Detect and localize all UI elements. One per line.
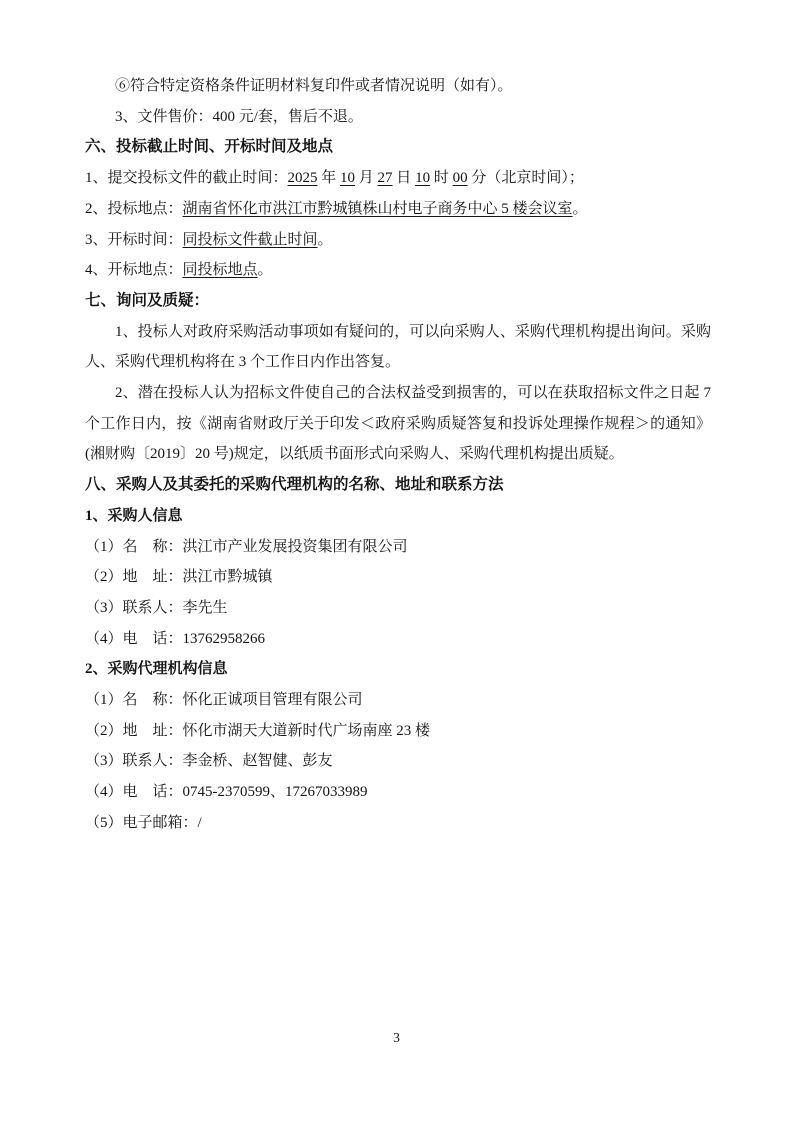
- underlined-text: 同投标文件截止时间: [182, 231, 318, 248]
- text-segment: （4）电 话：13762958266: [85, 630, 266, 647]
- text-segment: 2、潜在投标人认为招标文件使自己的合法权益受到损害的，可以在获取招标文件之日起 7 个工作日内，按《湖南省财政厅关于印发＜政府采购质疑答复和投诉处理操作规程＞的通知》(湘财购〔2019〕20 号)规定，以纸质书面形式向采购人、采购代理机构提出质疑。: [85, 385, 711, 463]
- agency-email: [85, 808, 711, 839]
- purchaser-contact: [85, 593, 711, 624]
- text-segment: 时: [430, 170, 453, 187]
- item-cert-materials: [85, 71, 711, 102]
- text-segment: （1）名 称：洪江市产业发展投资集团有限公司: [85, 538, 408, 555]
- underlined-text: 27: [377, 170, 393, 187]
- text-segment: 日: [392, 170, 416, 187]
- text-segment: 年: [317, 170, 341, 187]
- text-segment: 。: [317, 231, 333, 248]
- text-segment: （5）电子邮箱：/: [85, 814, 202, 831]
- purchaser-phone: [85, 624, 711, 655]
- underlined-text: 10: [340, 170, 356, 187]
- text-segment: 六、投标截止时间、开标时间及地点: [85, 138, 334, 156]
- item-document-price: [85, 102, 711, 133]
- text-segment: 月: [355, 170, 378, 187]
- purchaser-address: [85, 562, 711, 593]
- text-segment: 3、开标时间：: [85, 231, 183, 248]
- bid-place-line: [85, 194, 711, 225]
- text-segment: 分（北京时间）；: [467, 170, 584, 187]
- text-segment: 4、开标地点：: [85, 262, 183, 279]
- text-segment: ⑥符合特定资格条件证明材料复印件或者情况说明（如有）。: [115, 78, 513, 94]
- agency-address: [85, 716, 711, 747]
- section-8-heading: [85, 470, 711, 501]
- agency-phone: [85, 777, 711, 808]
- open-place-line: [85, 255, 711, 286]
- underlined-text: 同投标地点: [182, 262, 258, 279]
- text-segment: （2）地 址：洪江市黔城镇: [85, 569, 273, 586]
- text-segment: （1）名 称：怀化正诚项目管理有限公司: [85, 692, 363, 709]
- page-number: 3: [393, 1030, 400, 1045]
- text-segment: 八、采购人及其委托的采购代理机构的名称、地址和联系方法: [85, 476, 504, 494]
- purchaser-name: [85, 532, 711, 563]
- text-segment: 3、文件售价：400 元/套，售后不退。: [115, 108, 363, 125]
- challenge-paragraph: [85, 378, 711, 470]
- agency-name: [85, 685, 711, 716]
- agency-contacts: [85, 746, 711, 777]
- text-segment: （2）地 址：怀化市湖天大道新时代广场南座 23 楼: [85, 722, 431, 739]
- underlined-text: 2025: [287, 170, 318, 187]
- open-time-line: [85, 225, 711, 256]
- text-segment: 。: [257, 262, 273, 279]
- agency-info-heading: [85, 654, 711, 685]
- text-segment: （4）电 话：0745-2370599、17267033989: [85, 784, 368, 801]
- text-segment: 2、投标地点：: [85, 200, 183, 217]
- text-segment: （3）联系人：李金桥、赵智健、彭友: [85, 753, 333, 770]
- page-footer: [0, 1030, 793, 1046]
- inquiry-paragraph: [85, 317, 711, 378]
- text-segment: （3）联系人：李先生: [85, 599, 228, 616]
- text-segment: 1、提交投标文件的截止时间：: [85, 170, 288, 187]
- text-segment: 1、投标人对政府采购活动事项如有疑问的，可以向采购人、采购代理机构提出询问。采购人、采购代理机构将在 3 个工作日内作出答复。: [85, 323, 711, 371]
- bid-deadline-line: [85, 163, 711, 194]
- text-segment: 2、采购代理机构信息: [85, 661, 228, 678]
- text-segment: 。: [572, 200, 588, 217]
- text-segment: 1、采购人信息: [85, 507, 183, 524]
- purchaser-info-heading: [85, 501, 711, 532]
- document-body: [85, 71, 711, 839]
- underlined-text: 湖南省怀化市洪江市黔城镇株山村电子商务中心 5 楼会议室: [182, 200, 573, 217]
- section-6-heading: [85, 132, 711, 163]
- underlined-text: 00: [452, 170, 468, 187]
- text-segment: 七、询问及质疑：: [85, 291, 210, 309]
- section-7-heading: [85, 286, 711, 317]
- underlined-text: 10: [415, 170, 431, 187]
